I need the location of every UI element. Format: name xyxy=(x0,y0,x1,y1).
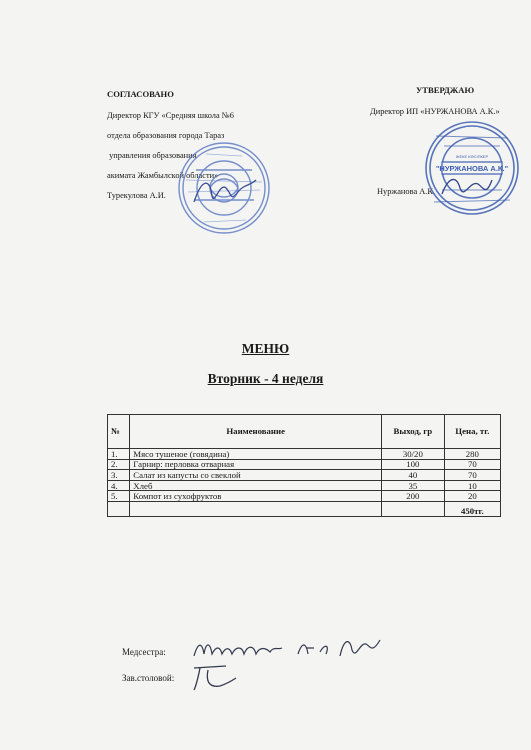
approval-left-line-5: Турекулова А.И. xyxy=(107,191,166,201)
table-total-row xyxy=(108,501,501,516)
approval-left-heading: СОГЛАСОВАНО xyxy=(107,89,174,99)
table-row xyxy=(108,459,501,470)
row-price: 70 xyxy=(444,470,500,481)
row-output: 30/20 xyxy=(382,449,445,460)
row-name: Хлеб xyxy=(130,480,382,491)
row-name: Салат из капусты со свеклой xyxy=(130,470,382,481)
approval-left-line-1: Директор КГУ «Средняя школа №6 xyxy=(107,110,234,120)
ip-seal-label: ЖЕКЕ КӘСІПКЕР xyxy=(455,154,489,159)
row-num: 5. xyxy=(108,491,130,502)
row-output: 100 xyxy=(382,459,445,470)
row-price: 20 xyxy=(444,491,500,502)
table-row xyxy=(108,480,501,491)
row-name: Мясо тушеное (говядина) xyxy=(130,449,382,460)
row-output: 200 xyxy=(382,491,445,502)
header-num: № xyxy=(108,415,130,449)
table-row xyxy=(108,491,501,502)
nurse-label: Медсестра: xyxy=(122,647,166,657)
chef-label: Зав.столовой: xyxy=(122,673,175,683)
row-name: Гарнир: перловка отварная xyxy=(130,459,382,470)
table-row xyxy=(108,470,501,481)
total-value: 450тг. xyxy=(444,501,500,516)
menu-table xyxy=(107,414,501,517)
header-price: Цена, тг. xyxy=(444,415,500,449)
director-left-signature-icon xyxy=(190,172,260,212)
row-name: Компот из сухофруктов xyxy=(130,491,382,502)
row-price: 10 xyxy=(444,480,500,491)
chef-signature-icon xyxy=(190,660,240,694)
row-price: 70 xyxy=(444,459,500,470)
menu-title: МЕНЮ xyxy=(241,341,290,356)
row-num: 1. xyxy=(108,449,130,460)
table-header-row xyxy=(108,415,501,449)
table-row xyxy=(108,449,501,460)
row-num: 4. xyxy=(108,480,130,491)
approval-right-line: Директор ИП «НУРЖАНОВА А.К.» xyxy=(370,106,500,116)
row-price: 280 xyxy=(444,449,500,460)
header-name: Наименование xyxy=(130,415,382,449)
menu-subtitle: Вторник - 4 неделя xyxy=(207,371,324,386)
header-output: Выход, гр xyxy=(382,415,445,449)
row-num: 2. xyxy=(108,459,130,470)
row-output: 40 xyxy=(382,470,445,481)
approval-right-heading: УТВЕРДЖАЮ xyxy=(416,85,475,95)
approval-right-sign-name: Нуржанова А.К. xyxy=(377,187,436,196)
row-num: 3. xyxy=(108,470,130,481)
approval-left-line-2: отдела образования города Тараз xyxy=(107,130,225,140)
row-output: 35 xyxy=(382,480,445,491)
ip-seal-name: "НУРЖАНОВА А.К." xyxy=(435,164,509,173)
approval-left-line-4: акимата Жамбылской области» xyxy=(107,171,219,181)
approval-left-line-3: управления образования xyxy=(107,151,197,160)
director-right-signature-icon xyxy=(438,170,494,204)
